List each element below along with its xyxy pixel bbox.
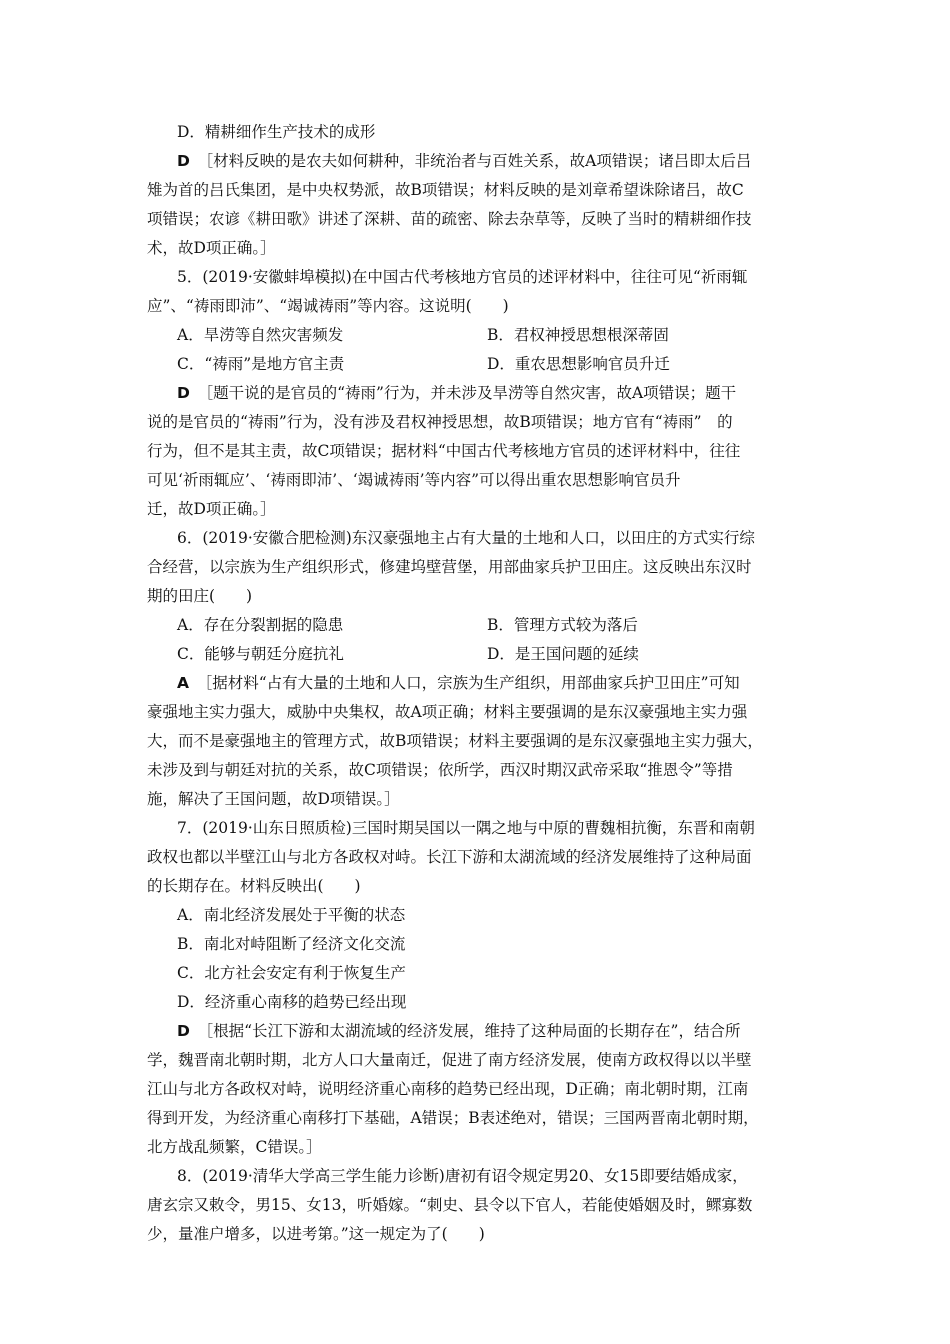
answer-text: ［题干说的是官员的“祷雨”行为，并未涉及旱涝等自然灾害，故A项错误；题干 <box>197 384 737 402</box>
question-line: 7．(2019·山东日照质检)三国时期吴国以一隅之地与中原的曹魏相抗衡，东晋和南朝 <box>177 819 755 837</box>
question-line: 少，量准户增多，以进考第。”这一规定为了( ) <box>147 1225 485 1243</box>
answer-line <box>147 147 817 176</box>
answer-line: 项错误；农谚《耕田歌》讲述了深耕、苗的疏密、除去杂草等，反映了当时的精耕细作技 <box>147 210 752 228</box>
question <box>147 1162 817 1249</box>
answer-line <box>147 379 817 408</box>
answer-line: 迁，故D项正确。］ <box>147 500 276 518</box>
question <box>147 524 817 611</box>
answer-explanation <box>147 1017 817 1162</box>
question-line: 唐玄宗又敕令，男15、女13，听婚嫁。“刺史、县令以下官人，若能使婚姻及时，鳏寡数 <box>147 1196 753 1214</box>
question-line: 6．(2019·安徽合肥检测)东汉豪强地主占有大量的土地和人口，以田庄的方式实行综 <box>177 529 755 547</box>
question-line: 期的田庄( ) <box>147 587 253 605</box>
option-right: D．是王国问题的延续 <box>487 645 639 663</box>
option-row <box>147 321 817 350</box>
answer-line: 行为，但不是其主责，故C项错误；据材料“中国古代考核地方官员的述评材料中，往往 <box>147 442 741 460</box>
option-left: C．“祷雨”是地方官主责 <box>177 355 345 373</box>
answer-letter: D <box>177 384 190 402</box>
answer-text: ［根据“长江下游和太湖流域的经济发展，维持了这种局面的长期存在”，结合所 <box>197 1022 741 1040</box>
question <box>147 263 817 321</box>
answer-explanation <box>147 147 817 263</box>
answer-line: 豪强地主实力强大，威胁中央集权，故A项正确；材料主要强调的是东汉豪强地主实力强 <box>147 703 748 721</box>
document-body <box>147 118 817 1249</box>
question-line: 5．(2019·安徽蚌埠模拟)在中国古代考核地方官员的述评材料中，往往可见“祈雨辄 <box>177 268 748 286</box>
answer-letter: D <box>177 152 190 170</box>
option-left: A．存在分裂割据的隐患 <box>177 616 344 634</box>
option-line: D．经济重心南移的趋势已经出现 <box>177 993 407 1011</box>
answer-line: 得到开发，为经济重心南移打下基础，A错误；B表述绝对，错误；三国两晋南北朝时期， <box>147 1109 759 1127</box>
answer-line: 未涉及到与朝廷对抗的关系，故C项错误；依所学，西汉时期汉武帝采取“推恩令”等措 <box>147 761 733 779</box>
option-line: D．精耕细作生产技术的成形 <box>177 123 376 141</box>
question <box>147 814 817 901</box>
answer-explanation <box>147 669 817 814</box>
question-line: 政权也都以半壁江山与北方各政权对峙。长江下游和太湖流域的经济发展维持了这种局面 <box>147 848 752 866</box>
question-line: 应”、“祷雨即沛”、“竭诚祷雨”等内容。这说明( ) <box>147 297 509 315</box>
option-left: C．能够与朝廷分庭抗礼 <box>177 645 344 663</box>
question-line: 合经营，以宗族为生产组织形式，修建坞壁营堡，用部曲家兵护卫田庄。这反映出东汉时 <box>147 558 752 576</box>
option-left: A．旱涝等自然灾害频发 <box>177 326 344 344</box>
answer-letter: D <box>177 1022 190 1040</box>
answer-line: 学，魏晋南北朝时期，北方人口大量南迁，促进了南方经济发展，使南方政权得以以半壁 <box>147 1051 752 1069</box>
question-line: 的长期存在。材料反映出( ) <box>147 877 361 895</box>
option-right: D．重农思想影响官员升迁 <box>487 355 670 373</box>
option-right: B．君权神授思想根深蒂固 <box>487 326 669 344</box>
answer-text: ［材料反映的是农夫如何耕种，非统治者与百姓关系，故A项错误；诸吕即太后吕 <box>197 152 752 170</box>
answer-line <box>147 669 817 698</box>
option-line: B．南北对峙阻断了经济文化交流 <box>177 935 406 953</box>
option-line: C．北方社会安定有利于恢复生产 <box>177 964 406 982</box>
option-row <box>147 350 817 379</box>
answer-line <box>147 1017 817 1046</box>
option-right: B．管理方式较为落后 <box>487 616 638 634</box>
answer-line: 可见‘祈雨辄应’、‘祷雨即沛’、‘竭诚祷雨’等内容”可以得出重农思想影响官员升 <box>147 471 681 489</box>
question-line: 8．(2019·清华大学高三学生能力诊断)唐初有诏令规定男20、女15即要结婚成家， <box>177 1167 748 1185</box>
answer-line: 雉为首的吕氏集团，是中央权势派，故B项错误；材料反映的是刘章希望诛除诸吕，故C <box>147 181 744 199</box>
option-row <box>147 611 817 640</box>
answer-text: ［据材料“占有大量的土地和人口，宗族为生产组织，用部曲家兵护卫田庄”可知 <box>196 674 740 692</box>
answer-letter: A <box>177 674 189 692</box>
answer-line: 大，而不是豪强地主的管理方式，故B项错误；材料主要强调的是东汉豪强地主实力强大， <box>147 732 763 750</box>
answer-line: 施，解决了王国问题，故D项错误。］ <box>147 790 400 808</box>
option-line: A．南北经济发展处于平衡的状态 <box>177 906 406 924</box>
option-row <box>147 640 817 669</box>
answer-line: 江山与北方各政权对峙，说明经济重心南移的趋势已经出现，D正确；南北朝时期，江南 <box>147 1080 749 1098</box>
answer-line: 术，故D项正确。］ <box>147 239 276 257</box>
answer-explanation <box>147 379 817 524</box>
answer-line: 北方战乱频繁，C错误。］ <box>147 1138 322 1156</box>
answer-line: 说的是官员的“祷雨”行为，没有涉及君权神授思想，故B项错误；地方官有“祷雨” 的 <box>147 413 733 431</box>
